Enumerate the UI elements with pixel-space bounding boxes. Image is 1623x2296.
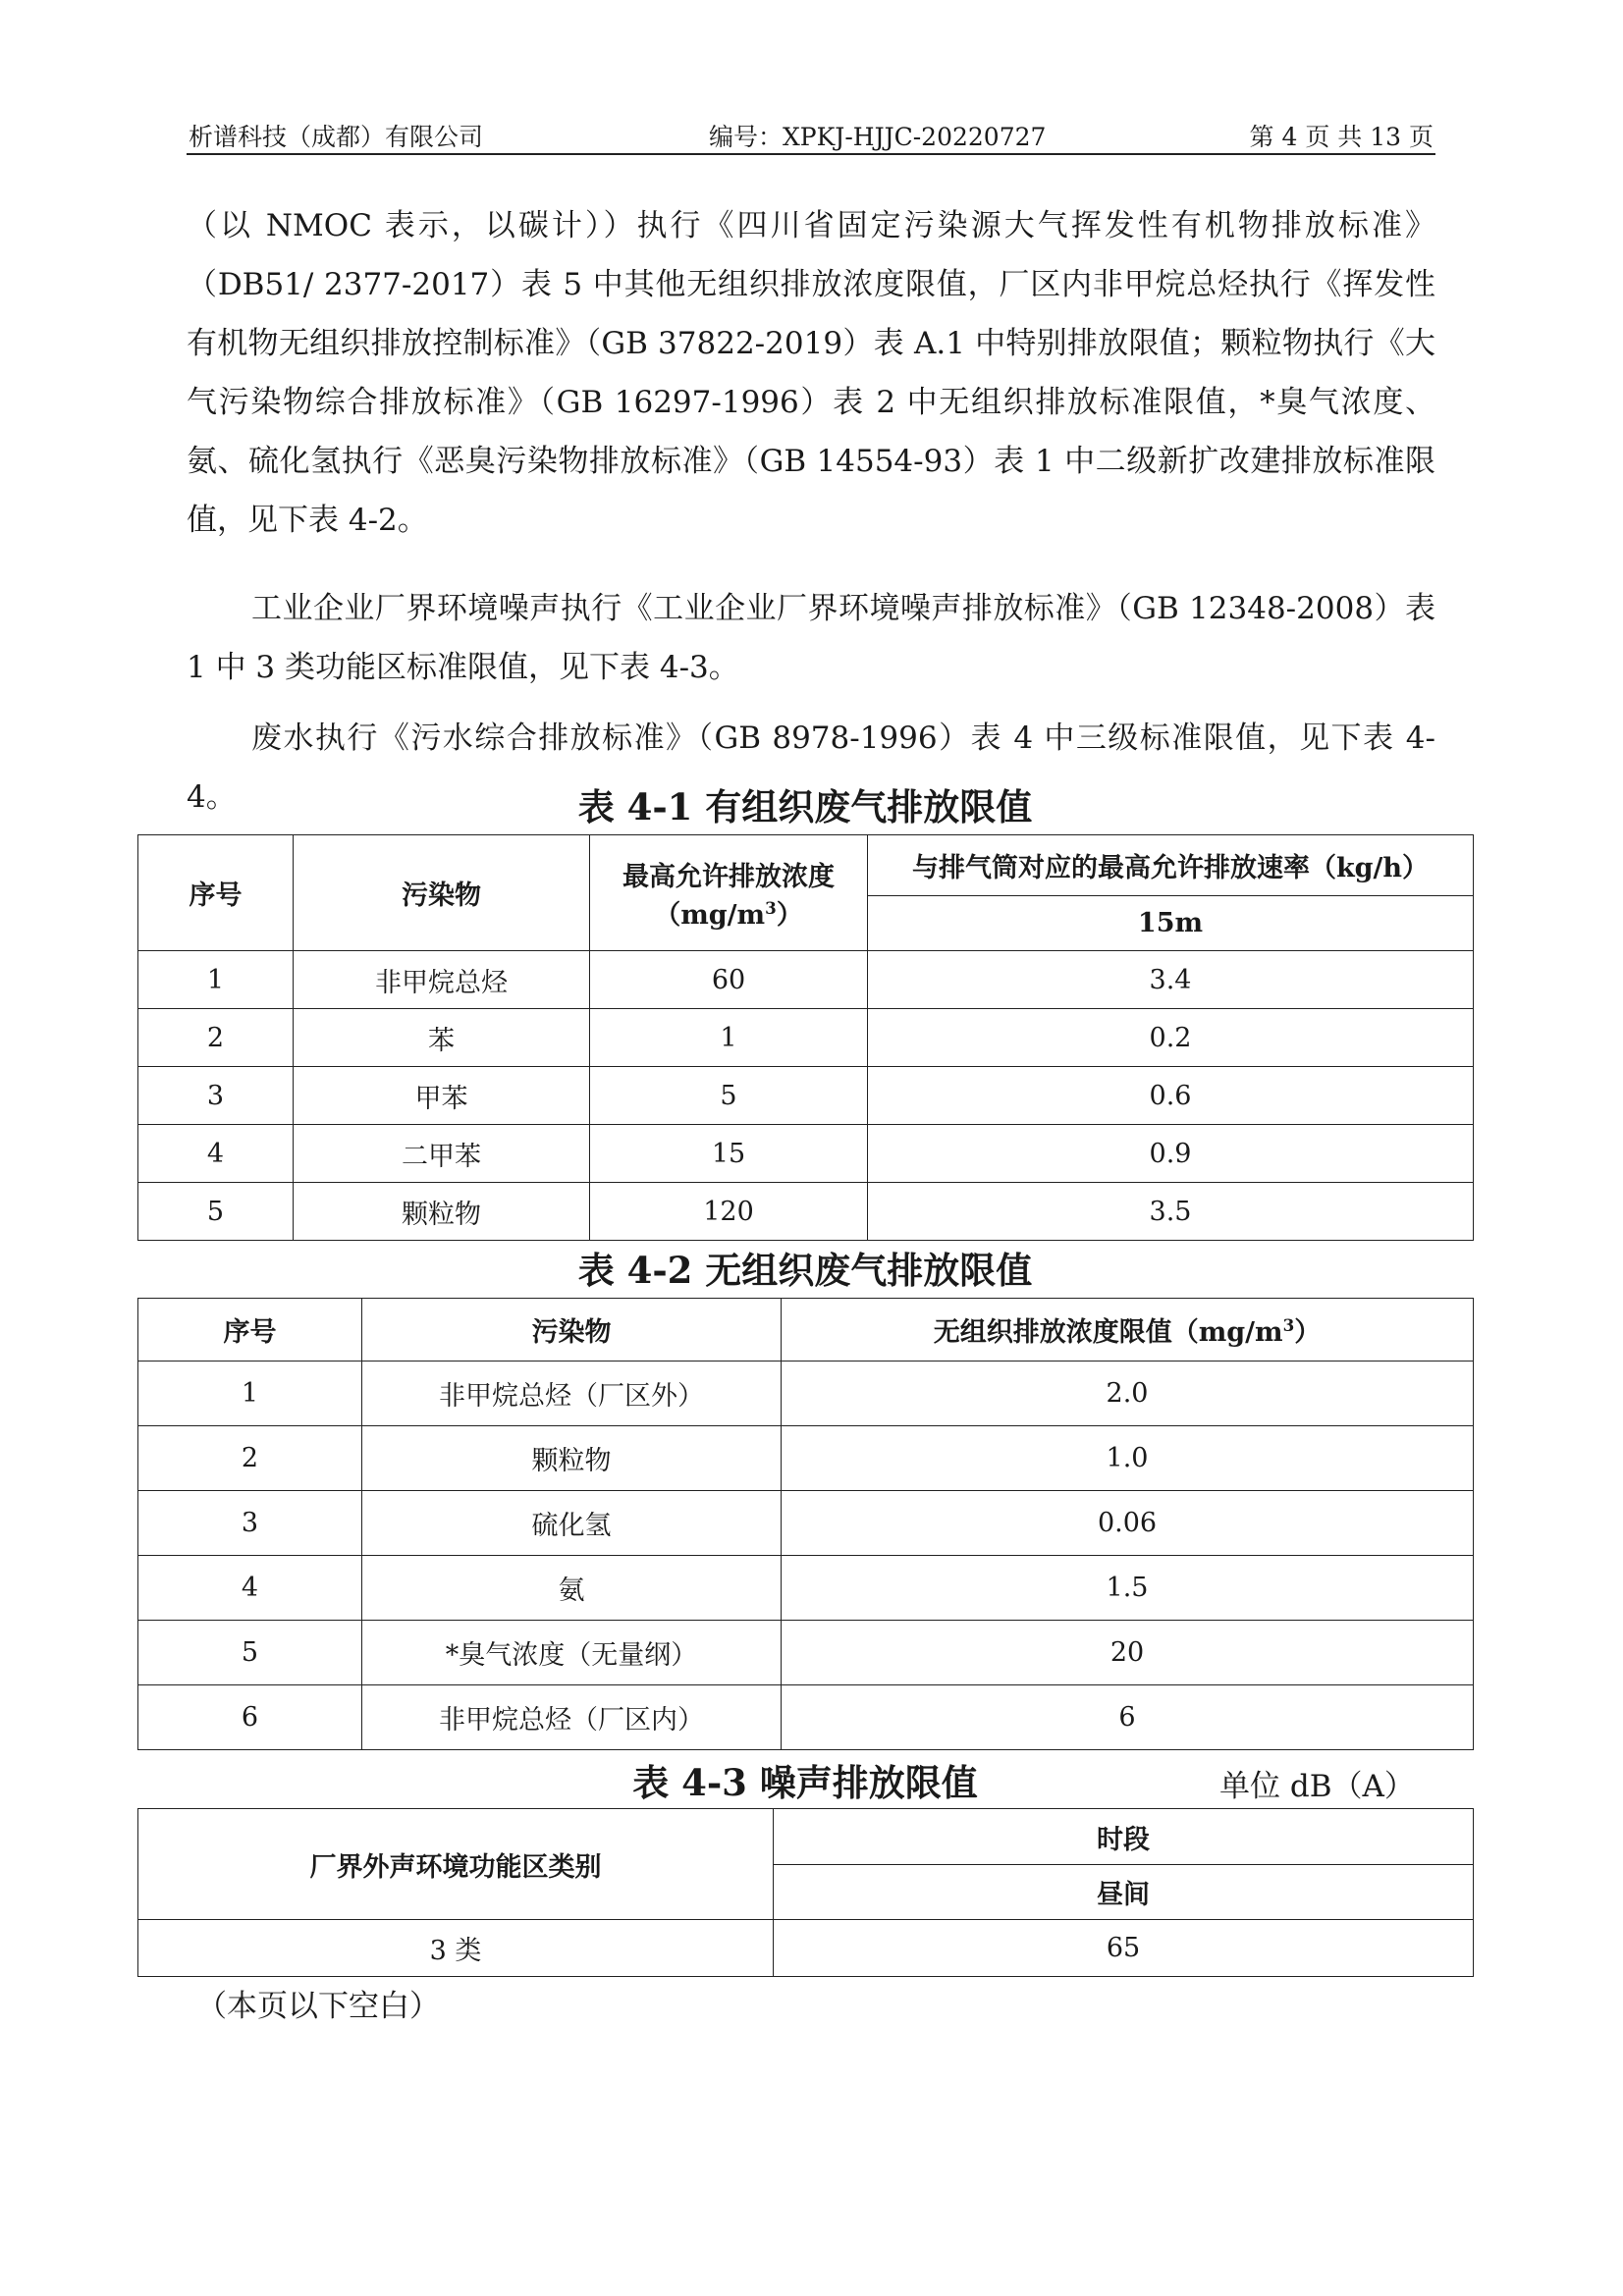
col-header-period: 时段 (774, 1809, 1474, 1865)
col-header-day: 昼间 (774, 1865, 1474, 1920)
table-row: 6 非甲烷总烃（厂区内） 6 (138, 1685, 1474, 1750)
blank-page-note: （本页以下空白） (196, 1989, 440, 2024)
company-name: 析谱科技（成都）有限公司 (189, 123, 484, 151)
table-row: 3 甲苯 5 0.6 (138, 1067, 1474, 1125)
col-header-rate: 与排气筒对应的最高允许排放速率（kg/h） (868, 835, 1474, 896)
table-row: 4 二甲苯 15 0.9 (138, 1125, 1474, 1183)
table-row: 3 硫化氢 0.06 (138, 1491, 1474, 1556)
table3-unit: 单位 dB（A） (1219, 1769, 1415, 1804)
col-header-no: 序号 (138, 835, 294, 951)
col-header-concentration (590, 835, 868, 951)
table2-caption: 表 4-2 无组织废气排放限值 (577, 1249, 1033, 1292)
page-header (187, 110, 1435, 155)
table-row: 4 氨 1.5 (138, 1556, 1474, 1621)
table-row: 5 *臭气浓度（无量纲） 20 (138, 1621, 1474, 1685)
table-row: 5 颗粒物 120 3.5 (138, 1183, 1474, 1241)
col-header-limit: 无组织排放浓度限值$(mg/m^3)$ (782, 1299, 1474, 1362)
report-number: 编号：XPKJ-HJJC-20220727 (709, 123, 1047, 151)
table-row: 1 非甲烷总烃 60 3.4 (138, 951, 1474, 1009)
table-row: 2 颗粒物 1.0 (138, 1426, 1474, 1491)
col-header-height: 15m (868, 896, 1474, 951)
organized-emission-table (137, 834, 1474, 1241)
paragraph-wastewater: 废水执行《污水综合排放标准》（GB 8978-1996）表 4 中三级标准限值，见下表 4-4。 (187, 721, 1435, 815)
table1-caption: 表 4-1 有组织废气排放限值 (577, 785, 1033, 828)
conc-header-unit: $(mg/m^3)$ (654, 897, 803, 931)
table3-caption: 表 4-3 噪声排放限值 (632, 1761, 978, 1804)
col-header-pollutant: 污染物 (362, 1299, 782, 1362)
fugitive-emission-table (137, 1298, 1474, 1750)
paragraph-standards: （以 NMOC 表示，以碳计））执行《四川省固定污染源大气挥发性有机物排放标准》（DB51/ 2377-2017）表 5 中其他无组织排放浓度限值，厂区内非甲烷总烃执行《挥发性有机物无组织排放控制标准》（GB 37822-2019）表 A.1 中特别排放限值；颗粒物执行《大气污染物综合排放标准》（GB 16297-1996）表 2 中无组织排放标准限值，*臭气浓度、氨、硫化氢执行《恶臭污染物排放标准》（GB 14554-93）表 1 中二级新扩改建排放标准限值，见下表 4-2。 (187, 208, 1435, 538)
col-header-no: 序号 (138, 1299, 362, 1362)
paragraph-noise: 工业企业厂界环境噪声执行《工业企业厂界环境噪声排放标准》（GB 12348-2008）表 1 中 3 类功能区标准限值，见下表 4-3。 (187, 591, 1435, 685)
page-indicator: 第 4 页 共 13 页 (1249, 123, 1434, 151)
col-header-category: 厂界外声环境功能区类别 (138, 1809, 774, 1920)
table-row: 1 非甲烷总烃（厂区外） 2.0 (138, 1362, 1474, 1426)
noise-limit-table (137, 1808, 1474, 1977)
table-row: 2 苯 1 0.2 (138, 1009, 1474, 1067)
table-row: 3 类 65 (138, 1920, 1474, 1977)
col-header-pollutant: 污染物 (294, 835, 590, 951)
conc-header-line1: 最高允许排放浓度 (622, 861, 835, 892)
